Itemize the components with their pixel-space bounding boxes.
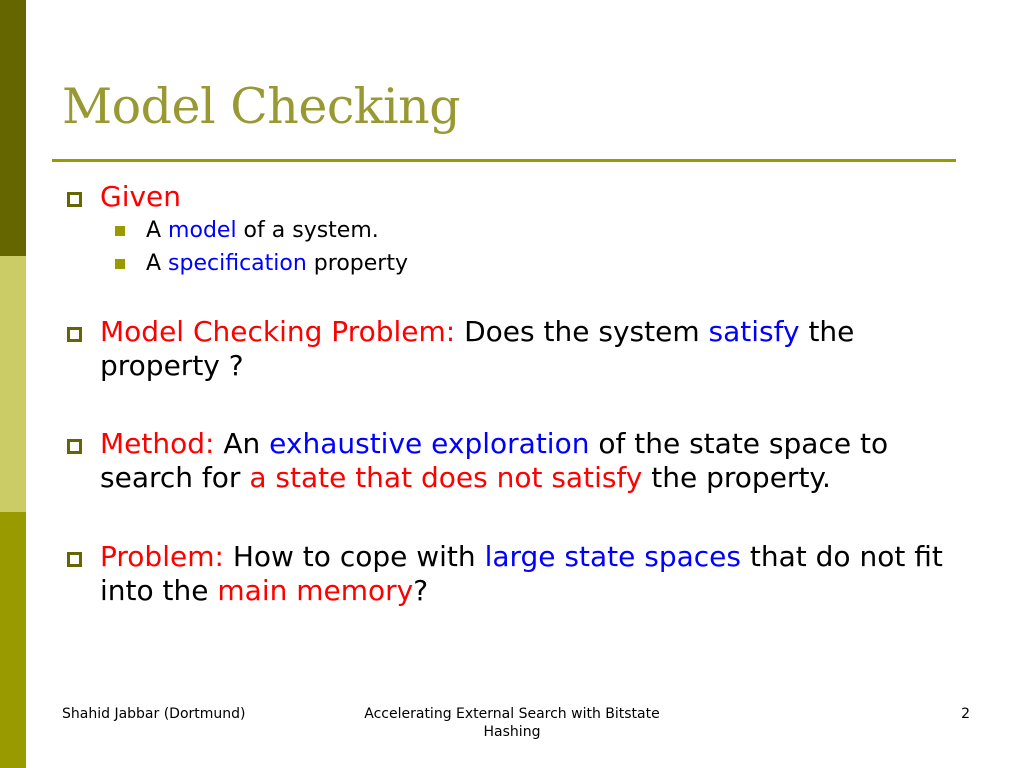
- bullet-model-checking-problem: [62, 315, 972, 383]
- sub-bullet-highlight: specification: [168, 251, 307, 276]
- sub-bullet-text: A: [146, 251, 169, 276]
- bullet-text: of the state space to search for: [100, 427, 889, 494]
- decorative-stripe-bottom: [0, 512, 26, 768]
- sub-bullet-text: A: [146, 218, 169, 243]
- bullet-label: Model Checking Problem:: [100, 315, 456, 348]
- sub-bullet-text: of a system.: [236, 218, 379, 243]
- sub-bullet-text: property: [306, 251, 408, 276]
- bullet-given: [62, 180, 972, 214]
- filled-square-bullet-icon: [115, 226, 125, 236]
- bullet-text: An: [214, 427, 270, 460]
- bullet-text: the property ?: [100, 315, 855, 382]
- decorative-stripe-middle: [0, 256, 26, 512]
- bullet-method: [62, 427, 972, 495]
- bullet-text: Does the system: [455, 315, 709, 348]
- bullet-highlight: exhaustive exploration: [269, 427, 590, 460]
- title-divider: [52, 159, 956, 162]
- bullet-label: Method:: [100, 427, 215, 460]
- bullet-highlight: large state spaces: [484, 540, 741, 573]
- footer-author: Shahid Jabbar (Dortmund): [62, 706, 246, 722]
- footer-page-number: 2: [961, 706, 970, 722]
- sub-bullet-model: [62, 214, 972, 247]
- hollow-square-bullet-icon: [67, 327, 82, 342]
- bullet-highlight: satisfy: [708, 315, 800, 348]
- slide-body: [62, 176, 972, 608]
- bullet-problem: [62, 540, 972, 608]
- bullet-text: How to cope with: [223, 540, 485, 573]
- filled-square-bullet-icon: [115, 259, 125, 269]
- bullet-label: Problem:: [100, 540, 224, 573]
- slide-title: Model Checking: [62, 78, 461, 135]
- sub-bullet-specification: [62, 247, 972, 280]
- hollow-square-bullet-icon: [67, 439, 82, 454]
- bullet-highlight: a state that does not satisfy: [249, 461, 643, 494]
- hollow-square-bullet-icon: [67, 552, 82, 567]
- bullet-text: ?: [413, 574, 429, 607]
- sub-bullet-highlight: model: [168, 218, 237, 243]
- bullet-highlight: main memory: [217, 574, 414, 607]
- footer-talk-title: Accelerating External Search with Bitstate Hashing: [364, 706, 660, 740]
- bullet-text: the property.: [642, 461, 831, 494]
- hollow-square-bullet-icon: [67, 192, 82, 207]
- decorative-stripe-top: [0, 0, 26, 256]
- bullet-text: that do not fit into the: [100, 540, 943, 607]
- bullet-label: Given: [100, 180, 182, 213]
